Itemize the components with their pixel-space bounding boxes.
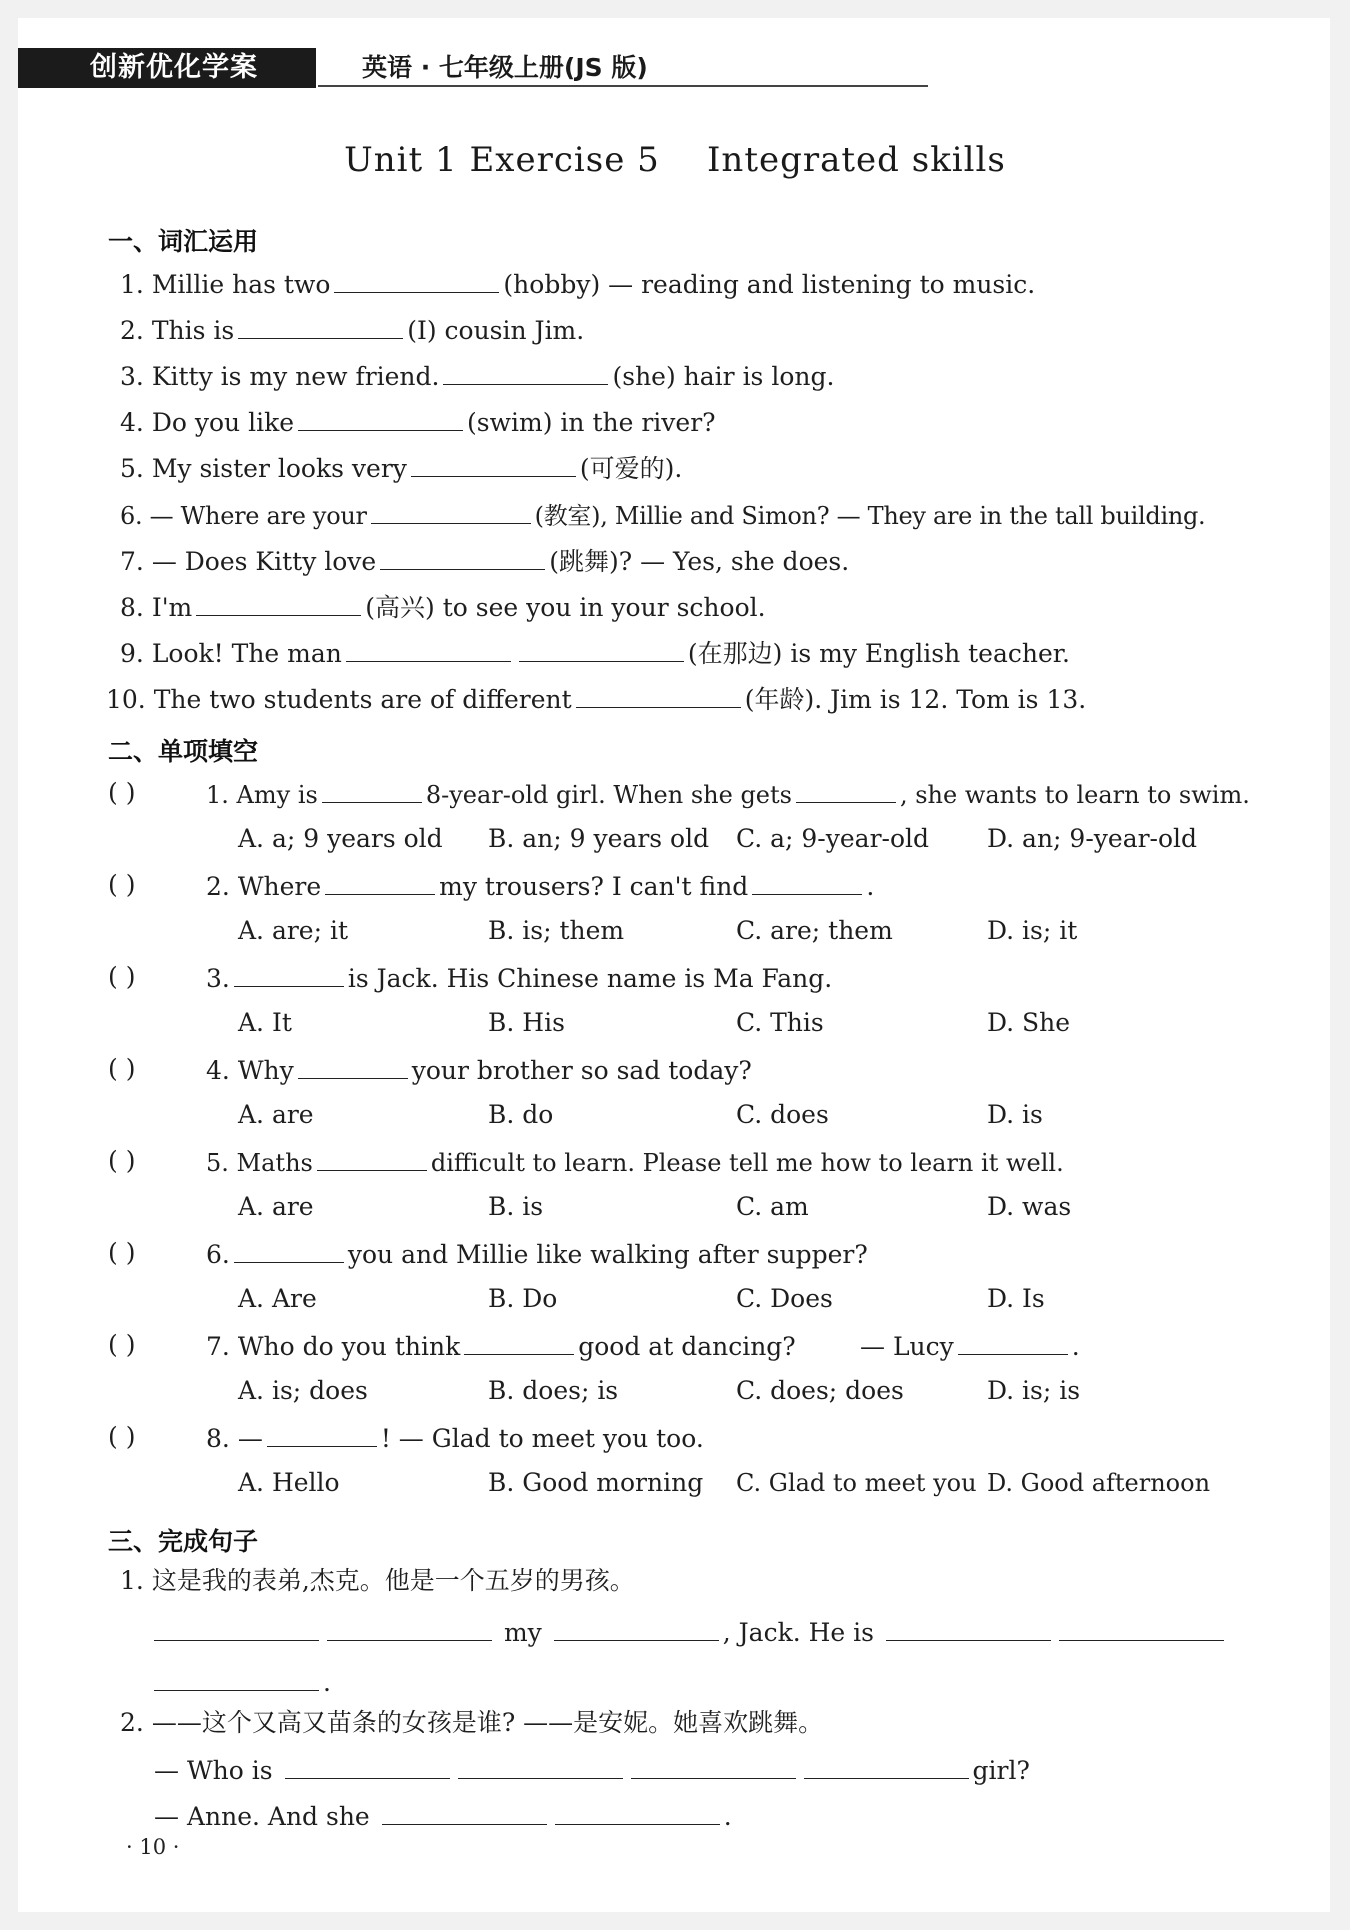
- option-b[interactable]: B. His: [488, 1008, 565, 1037]
- answer-paren[interactable]: ( ): [108, 870, 136, 899]
- option-a[interactable]: A. are: [238, 1192, 314, 1221]
- item-text: My sister looks very: [151, 454, 407, 483]
- answer-blank[interactable]: [380, 543, 545, 570]
- option-c[interactable]: C. am: [736, 1192, 809, 1221]
- option-b[interactable]: B. do: [488, 1100, 554, 1129]
- item-text: (跳舞)? — Yes, she does.: [549, 547, 850, 576]
- option-c[interactable]: C. a; 9-year-old: [736, 824, 930, 853]
- item-number: 4.: [206, 1056, 230, 1085]
- item-text: .: [323, 1668, 331, 1697]
- option-b[interactable]: B. Good morning: [488, 1468, 704, 1497]
- answer-blank[interactable]: [346, 635, 511, 662]
- item-text: I'm: [151, 593, 193, 622]
- option-a[interactable]: A. It: [238, 1008, 292, 1037]
- item-text: Do you like: [151, 408, 295, 437]
- item-number: 2.: [120, 316, 144, 345]
- option-d[interactable]: D. Good afternoon: [987, 1469, 1211, 1497]
- choice-question: [206, 1052, 752, 1088]
- item-text: Who do you think: [237, 1332, 461, 1361]
- item-text: — Where are your: [149, 502, 367, 530]
- answer-blank[interactable]: [519, 635, 684, 662]
- answer-paren[interactable]: ( ): [108, 1054, 136, 1083]
- answer-paren[interactable]: ( ): [108, 1238, 136, 1267]
- item-text: — Anne. And she: [154, 1802, 370, 1831]
- answer-blank[interactable]: [458, 1752, 623, 1779]
- section-heading-choice: 二、单项填空: [108, 737, 259, 766]
- item-text: Where: [237, 872, 322, 901]
- answer-blank[interactable]: [234, 1236, 344, 1263]
- item-number: 6.: [120, 502, 143, 530]
- option-a[interactable]: A. are: [238, 1100, 314, 1129]
- sentence-answer-line: [154, 1614, 1228, 1650]
- option-b[interactable]: B. is; them: [488, 916, 625, 945]
- item-text: .: [866, 872, 875, 901]
- answer-blank[interactable]: [752, 868, 862, 895]
- answer-paren[interactable]: ( ): [108, 962, 136, 991]
- item-text: (swim) in the river?: [467, 408, 716, 437]
- item-text: Maths: [236, 1149, 313, 1177]
- answer-blank[interactable]: [154, 1664, 319, 1691]
- option-b[interactable]: B. does; is: [488, 1376, 619, 1405]
- answer-blank[interactable]: [1059, 1614, 1224, 1641]
- item-text: — Does Kitty love: [151, 547, 377, 576]
- option-c[interactable]: C. does: [736, 1100, 829, 1129]
- choice-question: [206, 1328, 796, 1364]
- item-text: ——这个又高又苗条的女孩是谁? ——是安妮。她喜欢跳舞。: [151, 1708, 824, 1737]
- item-text: (高兴) to see you in your school.: [365, 593, 766, 622]
- item-text: difficult to learn. Please tell me how to learn it well.: [430, 1149, 1064, 1177]
- answer-blank[interactable]: [555, 1798, 720, 1825]
- item-number: 2.: [120, 1708, 144, 1737]
- choice-question: [206, 868, 874, 904]
- item-text: (可爱的).: [579, 454, 683, 483]
- item-text: , Jack. He is: [722, 1618, 874, 1647]
- item-number: 5.: [120, 454, 144, 483]
- item-text: , she wants to learn to swim.: [899, 781, 1250, 809]
- answer-blank[interactable]: [238, 312, 403, 339]
- sentence-prompt: [120, 1706, 823, 1740]
- vocab-item: [106, 681, 1086, 717]
- item-number: 3.: [120, 362, 144, 391]
- page-number: · 10 ·: [126, 1835, 180, 1859]
- answer-blank[interactable]: [886, 1614, 1051, 1641]
- item-number: 7.: [120, 547, 144, 576]
- vocab-item: [120, 635, 1070, 671]
- item-number: 8.: [206, 1424, 230, 1453]
- item-text: my: [503, 1618, 542, 1647]
- item-text: (年龄). Jim is 12. Tom is 13.: [744, 685, 1087, 714]
- item-number: 1.: [206, 781, 229, 809]
- option-a[interactable]: A. Hello: [238, 1468, 340, 1497]
- header-rule: [318, 85, 928, 87]
- option-c[interactable]: C. does; does: [736, 1376, 904, 1405]
- answer-blank[interactable]: [298, 1052, 408, 1079]
- item-text: (在那边) is my English teacher.: [687, 639, 1070, 668]
- answer-blank[interactable]: [443, 358, 608, 385]
- option-a[interactable]: A. a; 9 years old: [238, 824, 443, 853]
- item-text: my trousers? I can't find: [439, 872, 749, 901]
- vocab-item: [120, 358, 834, 394]
- vocab-item: [120, 497, 1205, 533]
- item-number: 4.: [120, 408, 144, 437]
- item-text: Millie has two: [151, 270, 331, 299]
- option-a[interactable]: A. Are: [238, 1284, 317, 1313]
- item-text: 8-year-old girl. When she gets: [425, 781, 792, 809]
- item-text: your brother so sad today?: [411, 1056, 752, 1085]
- option-d[interactable]: D. an; 9-year-old: [987, 824, 1198, 853]
- option-b[interactable]: B. Do: [488, 1284, 558, 1313]
- option-a[interactable]: A. are; it: [238, 916, 349, 945]
- answer-blank[interactable]: [576, 681, 741, 708]
- answer-blank[interactable]: [234, 960, 344, 987]
- vocab-item: [120, 312, 584, 348]
- item-text: Why: [237, 1056, 294, 1085]
- answer-blank[interactable]: [317, 1144, 427, 1171]
- answer-blank[interactable]: [327, 1614, 492, 1641]
- item-number: 10.: [106, 685, 146, 714]
- answer-blank[interactable]: [285, 1752, 450, 1779]
- answer-blank[interactable]: [267, 1420, 377, 1447]
- answer-blank[interactable]: [804, 1752, 969, 1779]
- option-c[interactable]: C. Glad to meet you: [736, 1469, 977, 1497]
- item-text: Look! The man: [151, 639, 342, 668]
- item-text: (教室), Millie and Simon? — They are in the tall building.: [534, 502, 1206, 530]
- item-text: — Lucy: [860, 1332, 954, 1361]
- item-number: 9.: [120, 639, 144, 668]
- item-text: Amy is: [236, 781, 318, 809]
- option-d[interactable]: D. is; it: [987, 916, 1078, 945]
- item-number: 2.: [206, 872, 230, 901]
- option-c[interactable]: C. are; them: [736, 916, 893, 945]
- item-text: is Jack. His Chinese name is Ma Fang.: [347, 964, 833, 993]
- vocab-item: [120, 266, 1035, 302]
- option-c[interactable]: C. Does: [736, 1284, 833, 1313]
- page-title: Unit 1 Exercise 5 Integrated skills: [344, 140, 1006, 180]
- answer-blank[interactable]: [325, 868, 435, 895]
- sentence-prompt: [120, 1564, 635, 1598]
- choice-question: [206, 1236, 868, 1272]
- option-d[interactable]: D. is: [987, 1100, 1043, 1129]
- option-c[interactable]: C. This: [736, 1008, 824, 1037]
- answer-blank[interactable]: [796, 776, 896, 803]
- item-number: 5.: [206, 1149, 229, 1177]
- option-d[interactable]: D. Is: [987, 1284, 1045, 1313]
- choice-question: [206, 1420, 704, 1456]
- item-text: good at dancing?: [578, 1332, 796, 1361]
- item-text: —: [237, 1424, 263, 1453]
- option-b[interactable]: B. is: [488, 1192, 544, 1221]
- answer-blank[interactable]: [464, 1328, 574, 1355]
- answer-blank[interactable]: [631, 1752, 796, 1779]
- answer-blank[interactable]: [196, 589, 361, 616]
- item-number: 1.: [120, 1566, 144, 1595]
- vocab-item: [120, 450, 682, 486]
- option-b[interactable]: B. an; 9 years old: [488, 824, 710, 853]
- answer-paren[interactable]: ( ): [108, 778, 136, 807]
- sentence-answer-line: [154, 1798, 732, 1834]
- brand-banner: [18, 48, 316, 88]
- answer-blank[interactable]: [298, 404, 463, 431]
- choice-question: [206, 1144, 1064, 1180]
- answer-blank[interactable]: [371, 497, 531, 524]
- section-heading-vocab: 一、词汇运用: [108, 227, 259, 256]
- answer-paren[interactable]: ( ): [108, 1422, 136, 1451]
- section-heading-sentences: 三、完成句子: [108, 1527, 259, 1556]
- item-text: 这是我的表弟,杰克。他是一个五岁的男孩。: [151, 1566, 635, 1595]
- item-text: (hobby) — reading and listening to music.: [503, 270, 1036, 299]
- answer-blank[interactable]: [382, 1798, 547, 1825]
- vocab-item: [120, 543, 849, 579]
- option-d[interactable]: D. She: [987, 1008, 1071, 1037]
- answer-blank[interactable]: [411, 450, 576, 477]
- item-text: (she) hair is long.: [612, 362, 835, 391]
- item-number: 7.: [206, 1332, 230, 1361]
- item-number: 6.: [206, 1240, 230, 1269]
- option-a[interactable]: A. is; does: [238, 1376, 368, 1405]
- item-text: girl?: [972, 1756, 1030, 1785]
- item-text: — Who is: [154, 1756, 273, 1785]
- option-d[interactable]: D. is; is: [987, 1376, 1081, 1405]
- vocab-item: [120, 589, 766, 625]
- item-text: ! — Glad to meet you too.: [380, 1424, 704, 1453]
- item-text: (I) cousin Jim.: [407, 316, 585, 345]
- item-number: 8.: [120, 593, 144, 622]
- item-text: .: [723, 1802, 732, 1831]
- choice-question: [206, 960, 832, 996]
- answer-paren[interactable]: ( ): [108, 1146, 136, 1175]
- option-d[interactable]: D. was: [987, 1192, 1072, 1221]
- sentence-answer-line: [154, 1664, 331, 1700]
- item-text: The two students are of different: [153, 685, 572, 714]
- choice-question-reply: [860, 1328, 1080, 1364]
- answer-paren[interactable]: ( ): [108, 1330, 136, 1359]
- subject-title: 英语 · 七年级上册(JS 版): [362, 53, 648, 82]
- answer-blank[interactable]: [154, 1614, 319, 1641]
- answer-blank[interactable]: [334, 266, 499, 293]
- answer-blank[interactable]: [958, 1328, 1068, 1355]
- choice-question: [206, 776, 1250, 812]
- sentence-answer-line: [154, 1752, 1030, 1788]
- item-number: 3.: [206, 964, 230, 993]
- answer-blank[interactable]: [554, 1614, 719, 1641]
- item-number: 1.: [120, 270, 144, 299]
- answer-blank[interactable]: [322, 776, 422, 803]
- item-text: you and Millie like walking after supper?: [347, 1240, 868, 1269]
- brand-text: 创新优化学案: [90, 52, 258, 83]
- item-text: .: [1071, 1332, 1080, 1361]
- item-text: This is: [151, 316, 235, 345]
- vocab-item: [120, 404, 716, 440]
- item-text: Kitty is my new friend.: [151, 362, 440, 391]
